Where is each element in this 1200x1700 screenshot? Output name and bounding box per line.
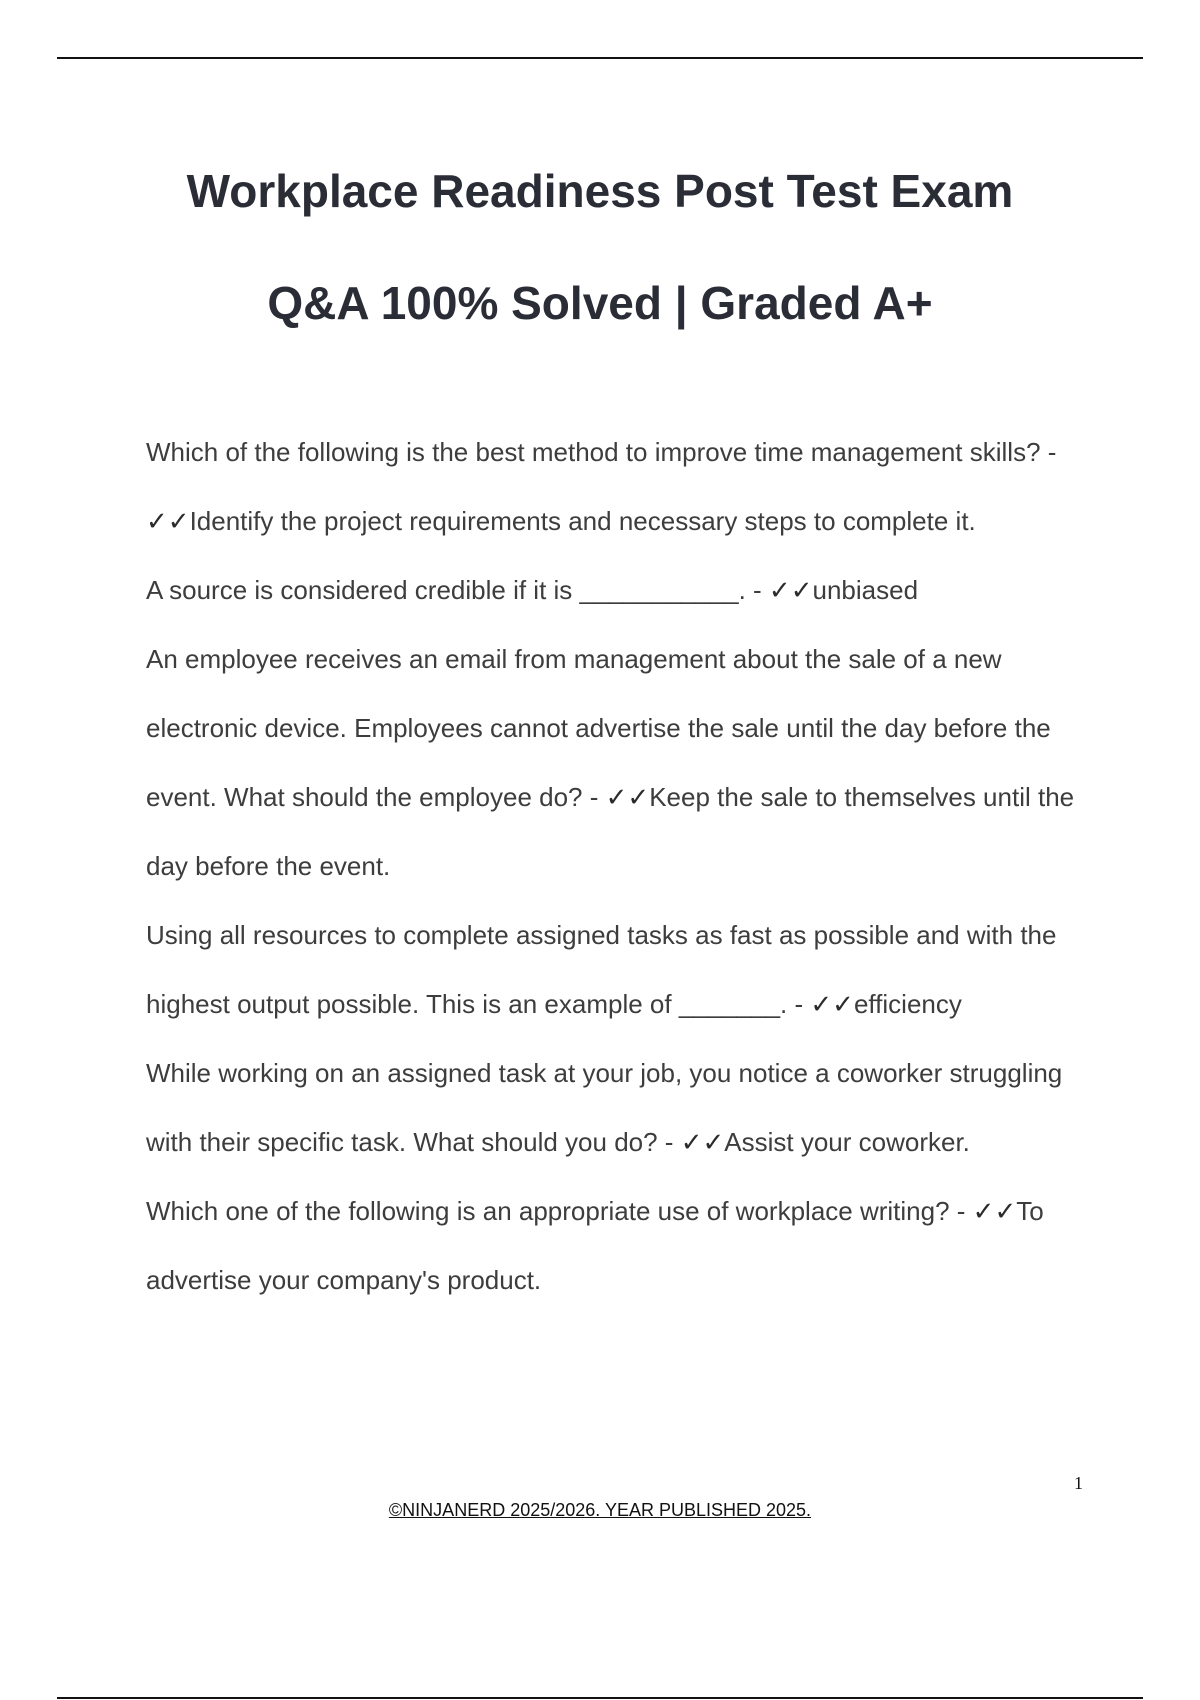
double-check-icon: ✓✓ xyxy=(972,1196,1017,1226)
qa-item xyxy=(146,1039,1096,1177)
double-check-icon: ✓✓ xyxy=(146,506,190,536)
answer-text: unbiased xyxy=(812,575,919,605)
question-text: While working on an assigned task at your job, you notice a coworker struggling with their specific task. What should you do? - xyxy=(146,1058,1063,1157)
qa-item xyxy=(146,418,1096,556)
double-check-icon: ✓✓ xyxy=(605,782,650,812)
question-text: Which one of the following is an appropriate use of workplace writing? - xyxy=(146,1196,973,1226)
double-check-icon: ✓✓ xyxy=(680,1127,725,1157)
document-title xyxy=(0,135,1200,359)
title-line-2: Q&A 100% Solved | Graded A+ xyxy=(267,277,933,329)
title-line-1: Workplace Readiness Post Test Exam xyxy=(186,165,1014,217)
qa-list xyxy=(146,418,1096,1315)
top-rule xyxy=(57,57,1143,59)
footer-copyright: ©NINJANERD 2025/2026. YEAR PUBLISHED 2025. xyxy=(388,1500,812,1520)
qa-item xyxy=(146,901,1096,1039)
qa-item xyxy=(146,556,1096,625)
double-check-icon: ✓✓ xyxy=(768,575,813,605)
answer-text: Assist your coworker. xyxy=(724,1127,970,1157)
bottom-rule xyxy=(57,1697,1143,1699)
answer-text: Keep the sale to themselves until the day before the event. xyxy=(146,782,1075,881)
answer-text: efficiency xyxy=(853,989,962,1019)
answer-text: To advertise your company's product. xyxy=(146,1196,1044,1295)
qa-item xyxy=(146,625,1096,901)
qa-item xyxy=(146,1177,1096,1315)
question-text: A source is considered credible if it is ___________. - xyxy=(146,575,769,605)
double-check-icon: ✓✓ xyxy=(810,989,854,1019)
answer-text: Identify the project requirements and necessary steps to complete it. xyxy=(189,506,976,536)
page-number: 1 xyxy=(1074,1473,1083,1493)
question-text: Which of the following is the best method to improve time management skills? - xyxy=(146,437,1057,467)
question-text: An employee receives an email from management about the sale of a new electronic device. Employees cannot advertise the sale until the day before the event. What should the employee do? - xyxy=(146,644,1051,812)
question-text: Using all resources to complete assigned tasks as fast as possible and with the highest output possible. This is an example of _______. - xyxy=(146,920,1057,1019)
